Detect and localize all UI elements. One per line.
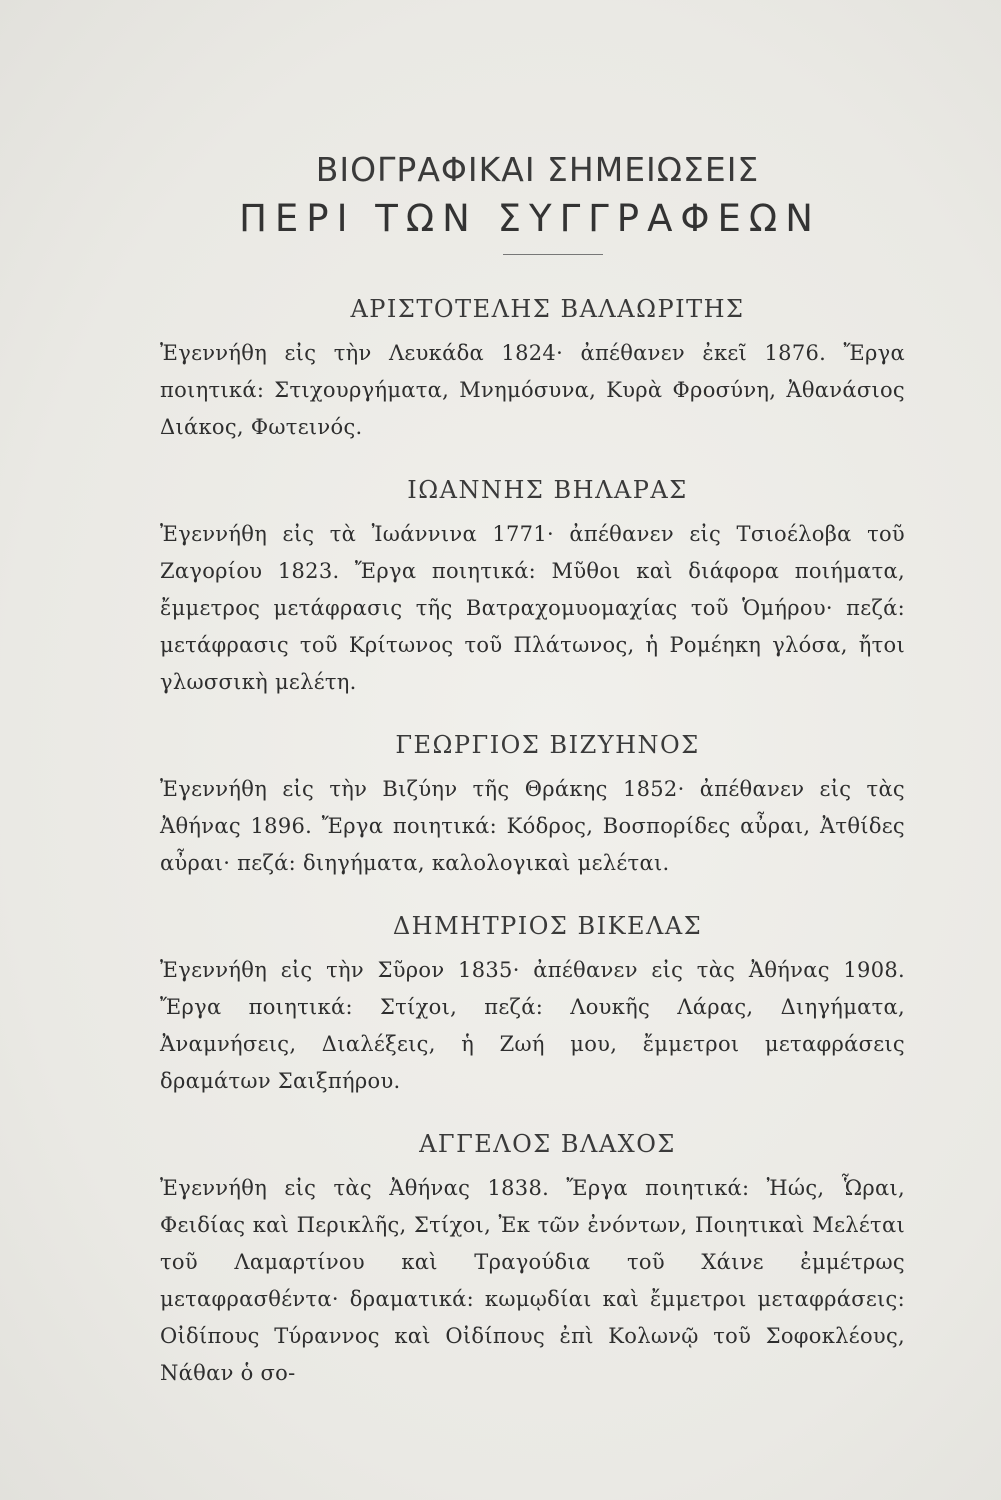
author-entry [160,295,905,446]
author-name: ΙΩΑΝΝΗΣ ΒΗΛΑΡΑΣ [407,476,688,504]
title-divider [503,254,603,255]
author-entry [160,1130,905,1392]
page-title-line2: ΠΕΡΙ ΤΩΝ ΣΥΓΓΡΑΦΕΩΝ [239,197,821,240]
author-name: ΔΗΜΗΤΡΙΟΣ ΒΙΚΕΛΑΣ [392,912,703,940]
author-name: ΓΕΩΡΓΙΟΣ ΒΙΖΥΗΝΟΣ [395,731,700,759]
author-bio: Ἐγεννήθη εἰς τὴν Λευκάδα 1824· ἀπέθανεν ἐκεῖ 1876. Ἔργα ποιητικά: Στιχουργήματα, Μνημόσυνα, Κυρὰ Φροσύνη, Ἀθανάσιος Διάκος, Φωτεινός. [160,341,905,439]
author-bio: Ἐγεννήθη εἰς τὰ Ἰωάννινα 1771· ἀπέθανεν εἰς Τσιοέλοβα τοῦ Ζαγορίου 1823. Ἔργα ποιητικά: Μῦθοι καὶ διάφορα ποιήματα, ἔμμετρος μετάφρασις τῆς Βατραχομυομαχίας τοῦ Ὁμήρου· πεζά: μετάφρασις τοῦ Κρίτωνος τοῦ Πλάτωνος, ἡ Ρομέηκη γλόσα, ἤτοι γλωσσικὴ μελέτη. [160,522,905,694]
page-title-line1: ΒΙΟΓΡΑΦΙΚΑΙ ΣΗΜΕΙΩΣΕΙΣ [315,150,760,189]
author-entry [160,731,905,882]
author-entry [160,912,905,1100]
author-name: ΑΡΙΣΤΟΤΕΛΗΣ ΒΑΛΑΩΡΙΤΗΣ [350,295,745,323]
page-content [160,150,905,1392]
author-bio: Ἐγεννήθη εἰς τὰς Ἀθήνας 1838. Ἔργα ποιητικά: Ἠώς, Ὧραι, Φειδίας καὶ Περικλῆς, Στίχοι, Ἐκ τῶν ἐνόντων, Ποιητικαὶ Μελέται τοῦ Λαμαρτίνου καὶ Τραγούδια τοῦ Χάινε ἐμμέτρως μεταφρασθέντα· δραματικά: κωμῳδίαι καὶ ἔμμετροι μεταφράσεις: Οἰδίπους Τύραννος καὶ Οἰδίπους ἐπὶ Κολωνῷ τοῦ Σοφοκλέους, Νάθαν ὁ σο- [160,1176,905,1385]
author-bio: Ἐγεννήθη εἰς τὴν Βιζύην τῆς Θράκης 1852· ἀπέθανεν εἰς τὰς Ἀθήνας 1896. Ἔργα ποιητικά: Κόδρος, Βοσπορίδες αὖραι, Ἀτθίδες αὖραι· πεζά: διηγήματα, καλολογικαὶ μελέται. [160,777,905,875]
author-name: ΑΓΓΕΛΟΣ ΒΛΑΧΟΣ [419,1130,676,1158]
author-bio: Ἐγεννήθη εἰς τὴν Σῦρον 1835· ἀπέθανεν εἰς τὰς Ἀθήνας 1908. Ἔργα ποιητικά: Στίχοι, πεζά: Λουκῆς Λάρας, Διηγήματα, Ἀναμνήσεις, Διαλέξεις, ἡ Ζωή μου, ἔμμετροι μεταφράσεις δραμάτων Σαιξπήρου. [160,958,905,1093]
author-entry [160,476,905,701]
